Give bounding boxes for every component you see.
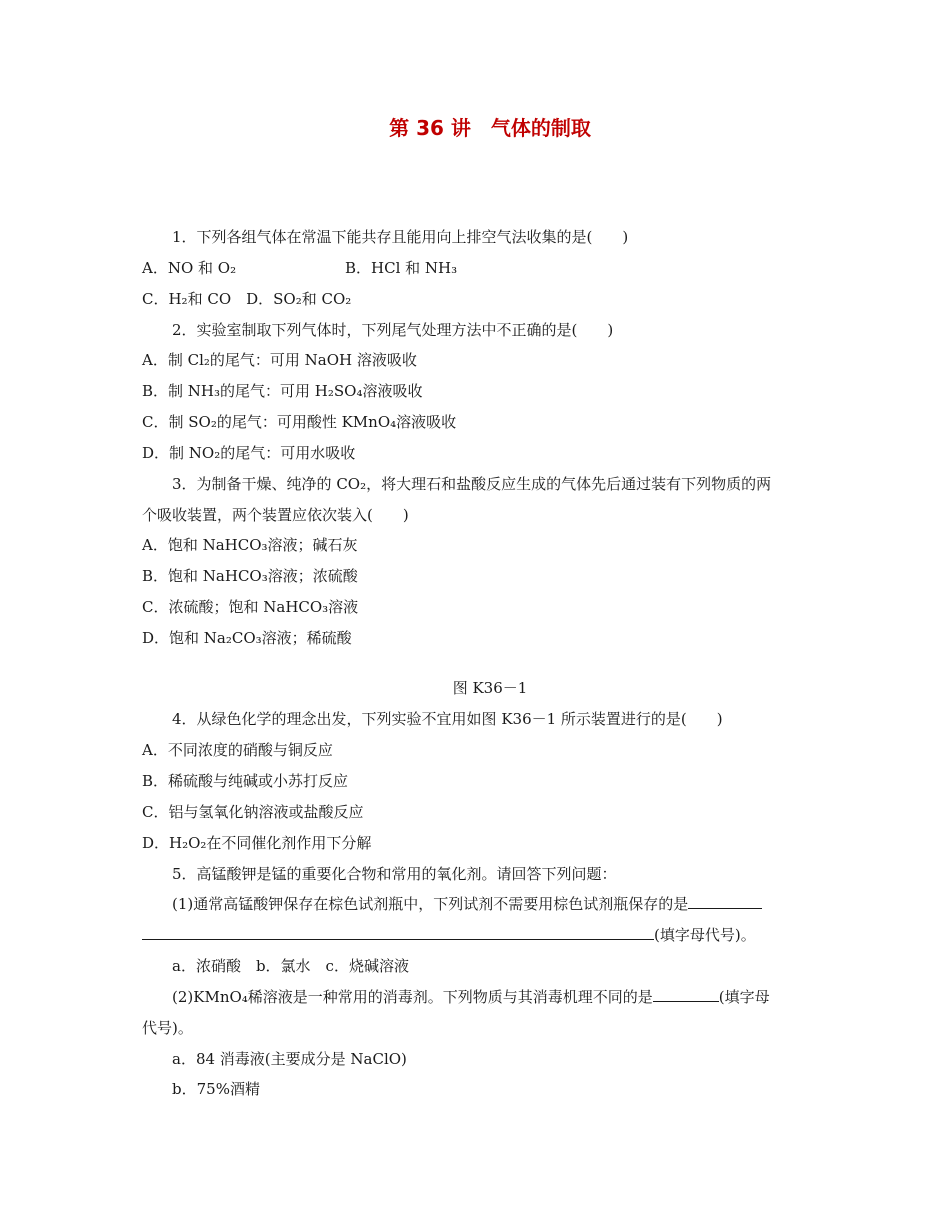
q1-option-b: B．HCl 和 NH₃ [345,259,458,277]
q2-option-d: D．制 NO₂的尾气：可用水吸收 [142,444,356,462]
q4-option-d: D．H₂O₂在不同催化剂作用下分解 [142,834,372,852]
answer-blank [653,987,719,1002]
q2-option-b: B．制 NH₃的尾气：可用 H₂SO₄溶液吸收 [142,382,423,400]
q5-part2-text: (2)KMnO₄稀溶液是一种常用的消毒剂。下列物质与其消毒机理不同的是 [172,988,653,1006]
q4-option-c: C．铝与氢氧化钠溶液或盐酸反应 [142,803,364,821]
q5-part2-option-b: b．75%酒精 [172,1080,260,1098]
q5-part1-options: a．浓硝酸 b．氯水 c．烧碱溶液 [172,957,409,975]
q4-stem: 4．从绿色化学的理念出发，下列实验不宜用如图 K36－1 所示装置进行的是( ) [172,710,723,728]
q1-options-cd: C．H₂和 CO D．SO₂和 CO₂ [142,290,352,308]
q5-part2-line1 [172,986,770,1007]
q5-part2-tail: (填字母 [718,988,770,1006]
q2-option-a: A．制 Cl₂的尾气：可用 NaOH 溶液吸收 [142,351,417,369]
q4-option-a: A．不同浓度的硝酸与铜反应 [142,741,333,759]
q3-option-a: A．饱和 NaHCO₃溶液；碱石灰 [142,536,358,554]
q4-option-b: B．稀硫酸与纯碱或小苏打反应 [142,772,349,790]
q5-part1-text: (1)通常高锰酸钾保存在棕色试剂瓶中，下列试剂不需要用棕色试剂瓶保存的是 [172,895,689,913]
q5-part1-tail: (填字母代号)。 [654,926,756,944]
q3-option-c: C．浓硫酸；饱和 NaHCO₃溶液 [142,598,359,616]
q1-option-a: A．NO 和 O₂ [142,259,237,277]
q5-stem: 5．高锰酸钾是锰的重要化合物和常用的氧化剂。请回答下列问题： [172,865,617,883]
q1-stem: 1．下列各组气体在常温下能共存且能用向上排空气法收集的是( ) [172,228,629,246]
q3-option-d: D．饱和 Na₂CO₃溶液；稀硫酸 [142,629,352,647]
q5-part1-line1 [172,893,762,914]
page-title: 第 36 讲 气体的制取 [389,116,591,140]
q2-option-c: C．制 SO₂的尾气：可用酸性 KMnO₄溶液吸收 [142,413,457,431]
q5-part1-line2 [142,924,756,945]
answer-blank [142,925,654,940]
q2-stem: 2．实验室制取下列气体时，下列尾气处理方法中不正确的是( ) [172,321,614,339]
answer-blank [688,894,762,909]
q5-part2-option-a: a．84 消毒液(主要成分是 NaClO) [172,1050,407,1068]
q3-stem-line1: 3．为制备干燥、纯净的 CO₂，将大理石和盐酸反应生成的气体先后通过装有下列物质的两 [172,475,772,493]
q3-option-b: B．饱和 NaHCO₃溶液；浓硫酸 [142,567,358,585]
q3-stem-line2: 个吸收装置，两个装置应依次装入( ) [142,506,409,524]
q5-part2-line2: 代号)。 [142,1019,193,1037]
figure-caption: 图 K36－1 [452,679,528,697]
